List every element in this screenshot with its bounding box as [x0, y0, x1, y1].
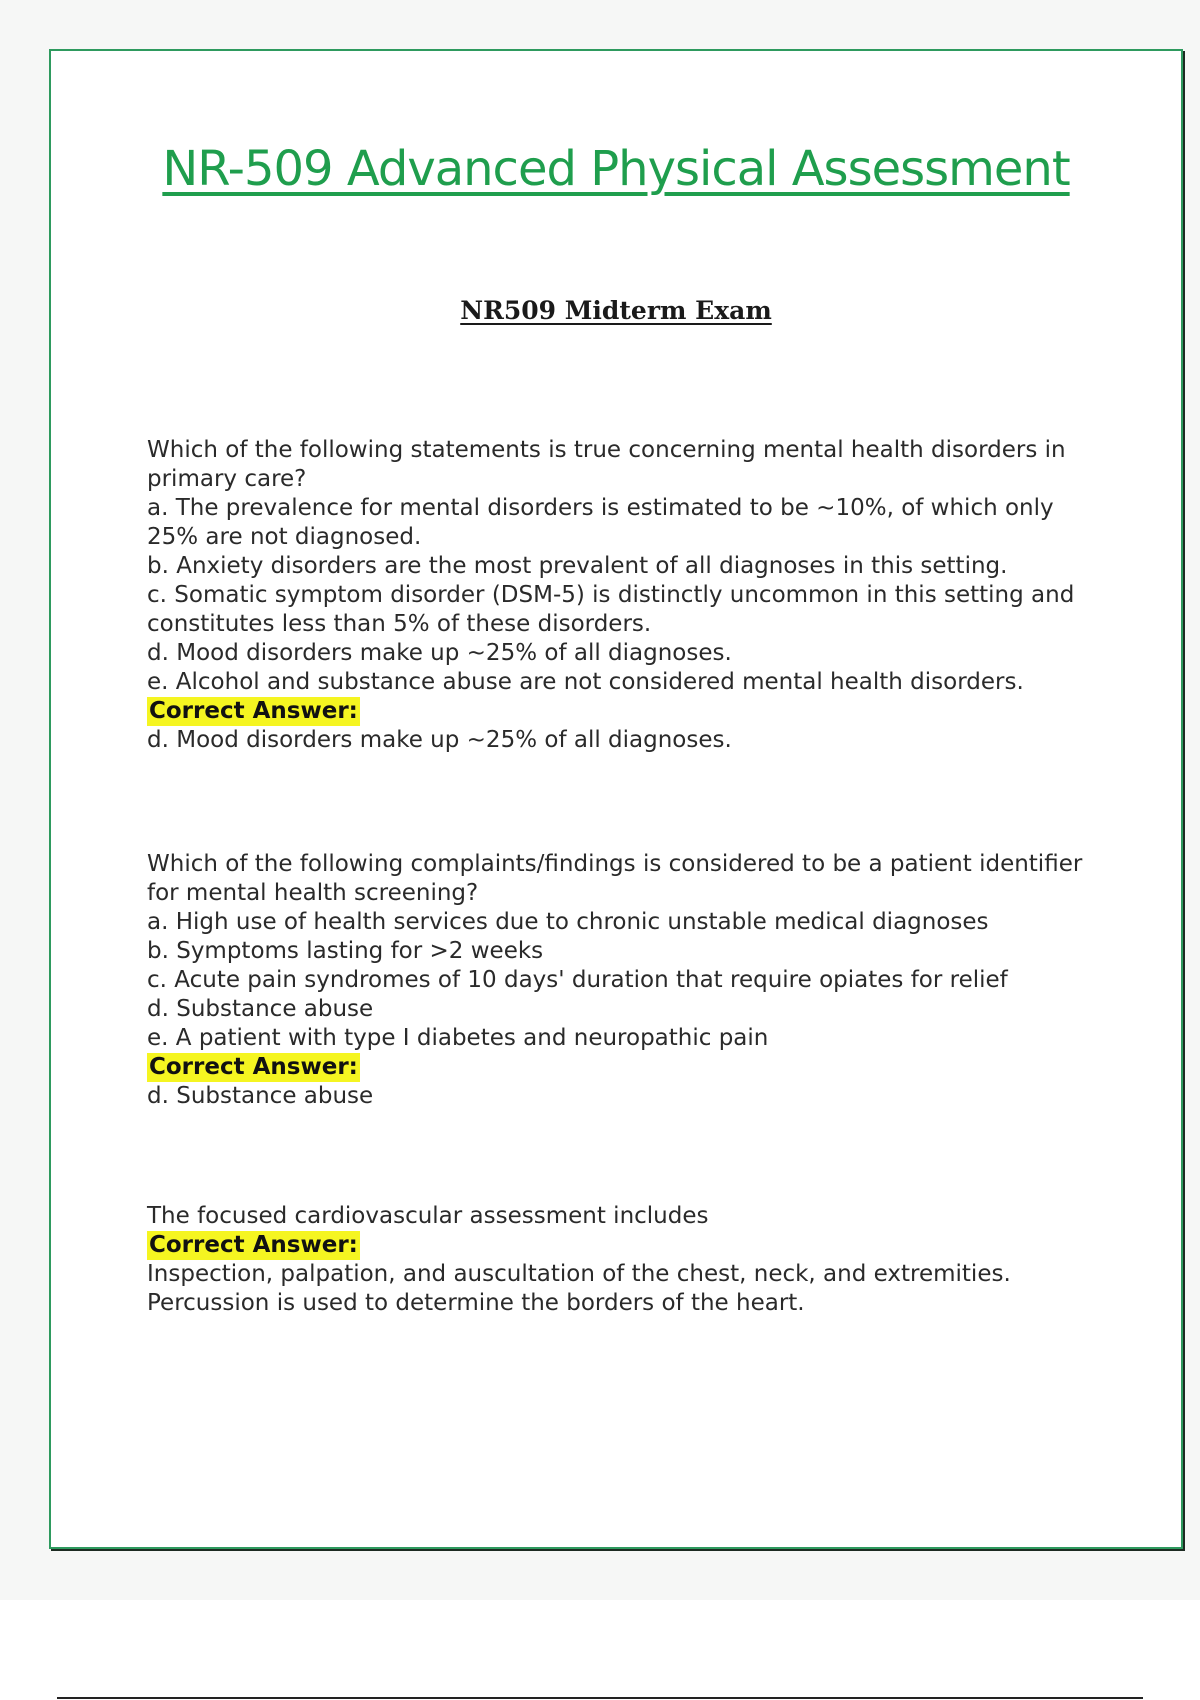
option-a: a. High use of health services due to chronic unstable medical diagnoses: [147, 909, 989, 935]
document-frame: [49, 49, 1183, 1549]
option-d: d. Mood disorders make up ~25% of all diagnoses.: [147, 640, 732, 666]
question-text: The focused cardiovascular assessment includes: [147, 1203, 709, 1229]
question-block-2: [147, 850, 1107, 1111]
question-block-3: [147, 1202, 1107, 1318]
document-title: [51, 141, 1181, 197]
correct-answer-label: Correct Answer:: [149, 698, 358, 724]
option-b: b. Symptoms lasting for >2 weeks: [147, 938, 544, 964]
page-divider: [57, 1697, 1143, 1699]
option-c: c. Acute pain syndromes of 10 days' duration that require opiates for relief: [147, 967, 1008, 993]
question-block-1: [147, 436, 1107, 755]
option-d: d. Substance abuse: [147, 996, 374, 1022]
document-title-text: NR-509 Advanced Physical Assessment: [162, 141, 1070, 197]
option-e: e. Alcohol and substance abuse are not considered mental health disorders.: [147, 669, 1024, 695]
option-e: e. A patient with type I diabetes and neuropathic pain: [147, 1025, 769, 1051]
option-c: c. Somatic symptom disorder (DSM-5) is distinctly uncommon in this setting and constitutes less than 5% of these disorders.: [147, 582, 1075, 637]
correct-answer-text: Inspection, palpation, and auscultation of the chest, neck, and extremities. Percussion is used to determine the borders of the heart.: [147, 1261, 1011, 1316]
correct-answer-text: d. Mood disorders make up ~25% of all diagnoses.: [147, 727, 732, 753]
correct-answer-label: Correct Answer:: [149, 1054, 358, 1080]
question-text: Which of the following complaints/findings is considered to be a patient identifier for mental health screening?: [147, 851, 1083, 906]
option-a: a. The prevalence for mental disorders is estimated to be ~10%, of which only 25% are not diagnosed.: [147, 495, 1054, 550]
question-text: Which of the following statements is true concerning mental health disorders in primary care?: [147, 437, 1066, 492]
correct-answer-label: Correct Answer:: [149, 1232, 358, 1258]
exam-subtitle-text: NR509 Midterm Exam: [460, 296, 772, 325]
correct-answer-text: d. Substance abuse: [147, 1083, 374, 1109]
option-b: b. Anxiety disorders are the most prevalent of all diagnoses in this setting.: [147, 553, 1008, 579]
exam-subtitle: [51, 296, 1181, 325]
